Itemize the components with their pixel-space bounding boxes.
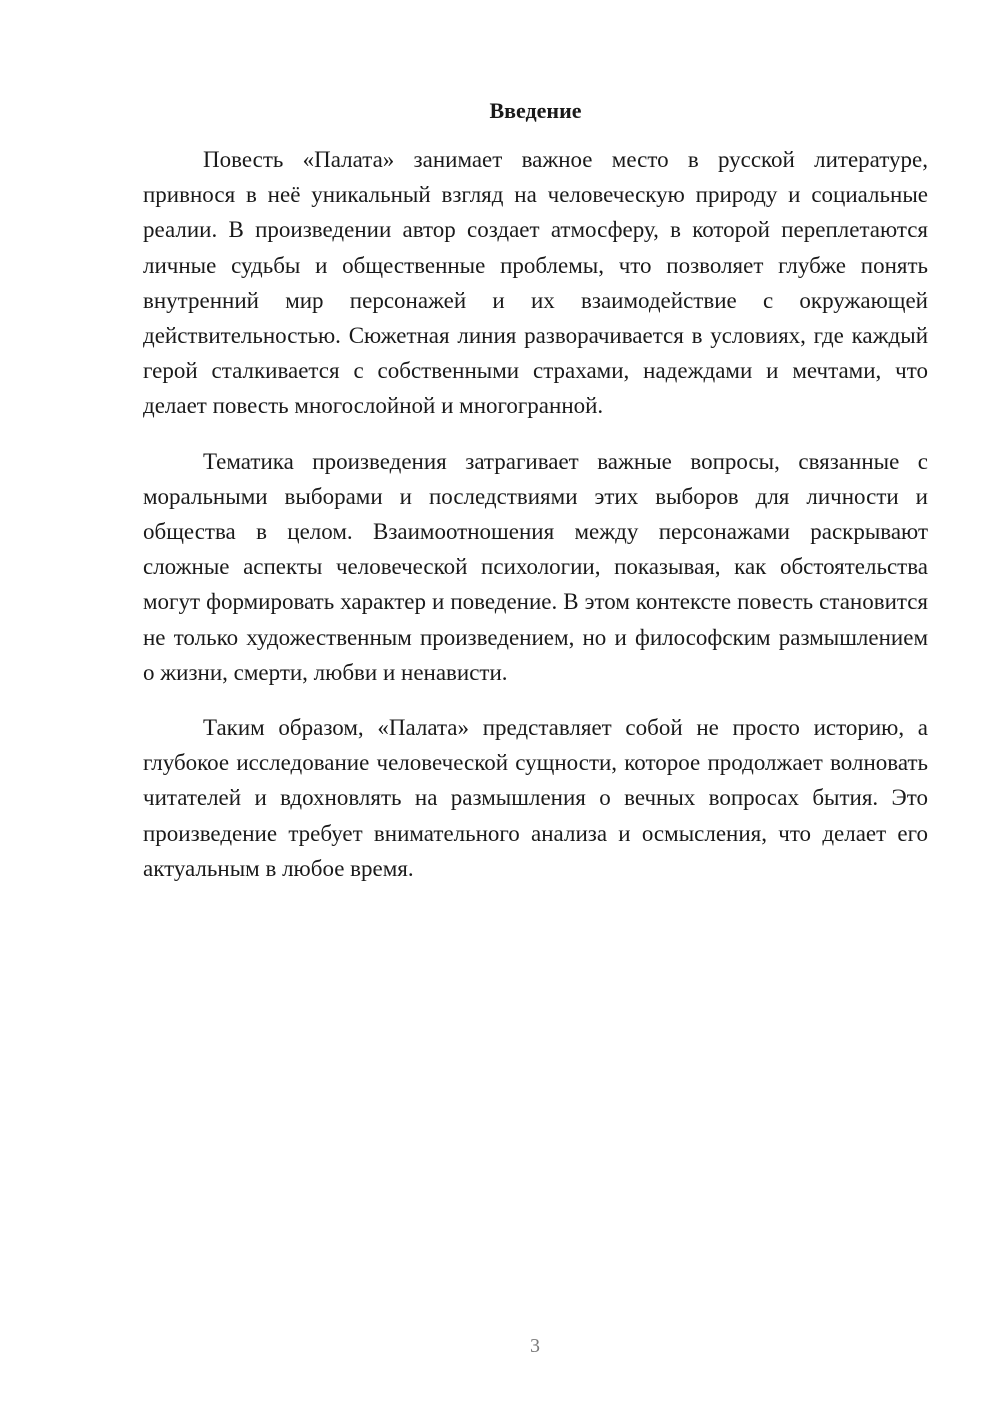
section-heading: Введение [489,98,582,123]
paragraph-1: Повесть «Палата» занимает важное место в русской литературе, привнося в неё уникальный взгляд на человеческую природу и социальные реалии. В произведении автор создает атмосферу, в которой переплетаются личные судьбы и общественные проблемы, что позволяет глубже понять внутренний мир персонажей и их взаимодействие с окружающей действительностью. Сюжетная линия разворачивается в условиях, где каждый герой сталкивается с собственными страхами, надеждами и мечтами, что делает повесть многослойной и многогранной. [143,147,928,419]
paragraph-3: Таким образом, «Палата» представляет собой не просто историю, а глубокое исследование человеческой сущности, которое продолжает волновать читателей и вдохновлять на размышления о вечных вопросах бытия. Это произведение требует внимательного анализа и осмысления, что делает его актуальным в любое время. [143,715,928,881]
body-text [143,142,928,906]
page-number: 3 [530,1335,540,1357]
paragraph-2: Тематика произведения затрагивает важные вопросы, связанные с моральными выборами и последствиями этих выборов для личности и общества в целом. Взаимоотношения между персонажами раскрывают сложные аспекты человеческой психологии, показывая, как обстоятельства могут формировать характер и поведение. В этом контексте повесть становится не только художественным произведением, но и философским размышлением о жизни, смерти, любви и ненависти. [143,448,928,685]
